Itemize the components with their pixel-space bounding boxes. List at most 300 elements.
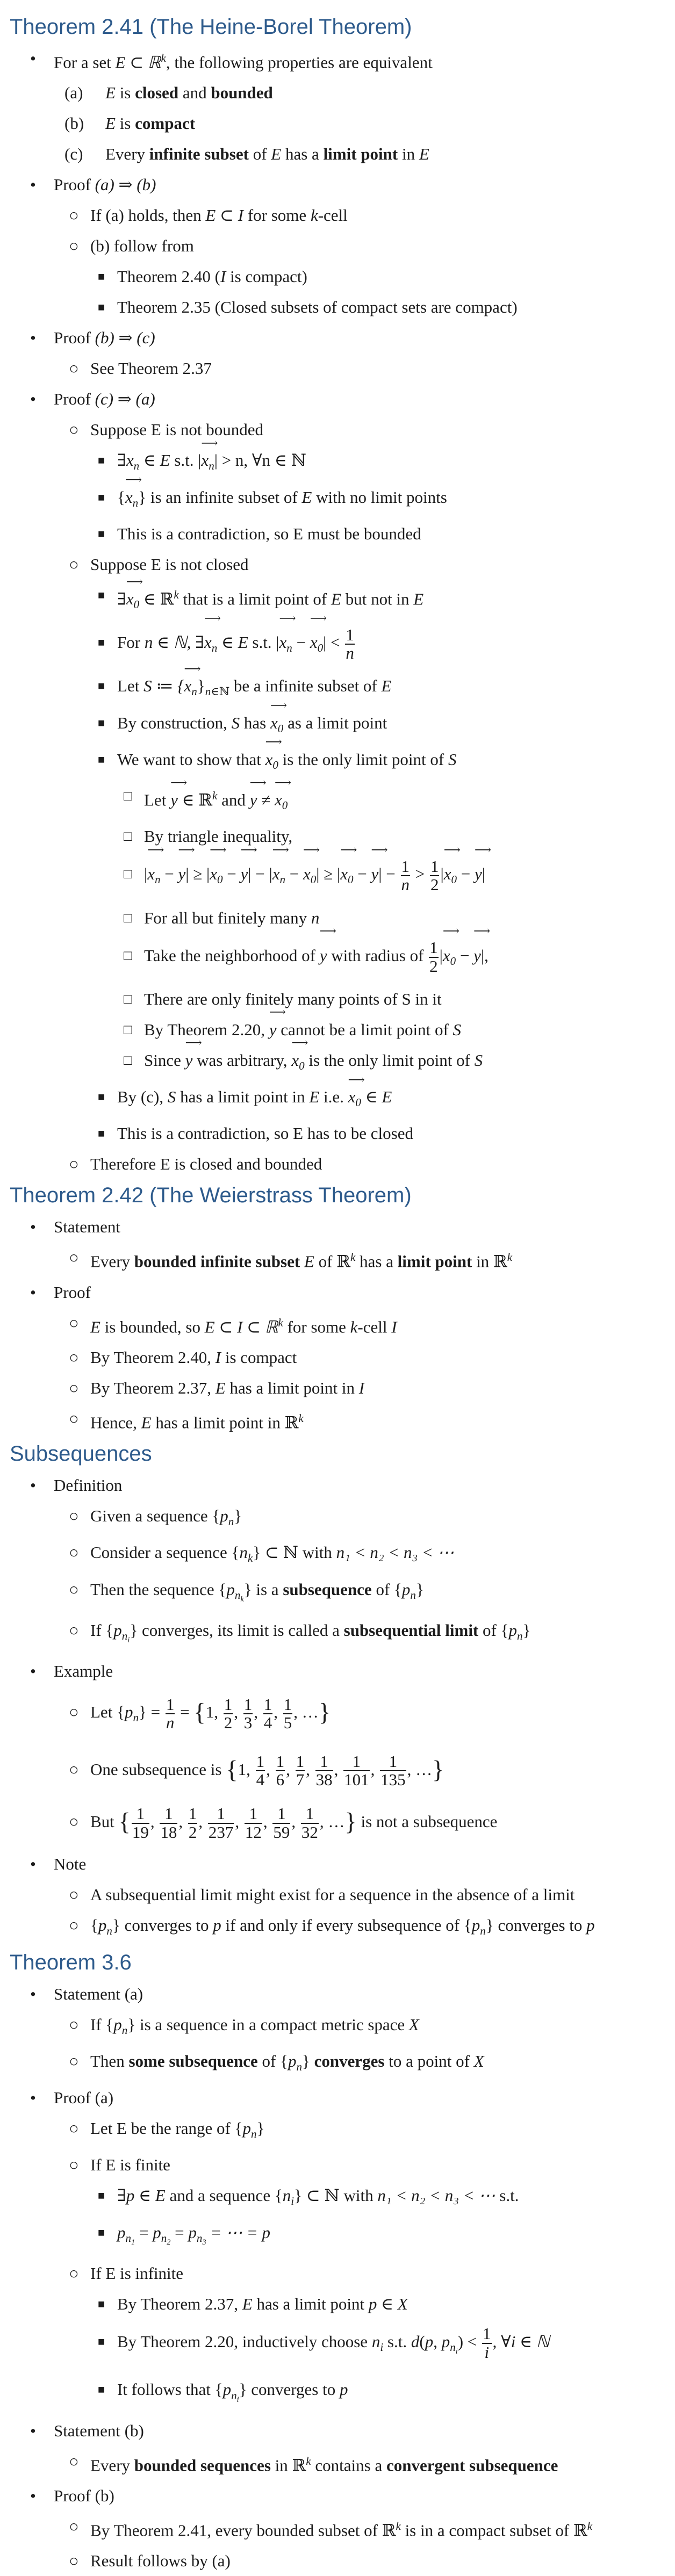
math-text: of <box>371 1579 394 1599</box>
math-text: Then <box>90 2052 129 2071</box>
list-item-text: Let E be the range of $\{p_n\}$ <box>90 2119 265 2141</box>
list-item <box>54 139 657 169</box>
list-item <box>54 1403 657 1438</box>
math-text: ni <box>121 1629 130 1645</box>
math-text: 0 <box>450 954 456 968</box>
list-item <box>90 670 657 707</box>
bullet-icon: ○ <box>69 1915 79 1935</box>
math-text: n2 <box>161 2231 171 2247</box>
list-item <box>10 2480 657 2576</box>
math-text: bounded <box>211 83 273 103</box>
math-text: k <box>161 52 166 64</box>
list-item-text <box>144 1014 657 1045</box>
list-item-text: ∃p ∈ E and a sequence $\{n_i\}$ ⊂ ℕ with n₁ < n₂ < n₃ < ⋯ s.t. <box>117 2186 519 2208</box>
bullet-icon: ■ <box>98 2297 105 2311</box>
list-item <box>54 1879 657 1910</box>
math-text: 1 <box>301 1805 319 1824</box>
list-item <box>90 445 657 481</box>
math-text: is bounded, so <box>100 1317 205 1336</box>
math-text: k <box>240 1594 244 1604</box>
math-text: k <box>212 789 218 802</box>
math-text: is compact) <box>226 267 307 286</box>
math-text: ni <box>450 2341 458 2356</box>
math-text: 0 <box>310 873 317 886</box>
math-text: 0 <box>277 721 284 735</box>
math-text: X <box>408 2015 419 2034</box>
list-item <box>54 2258 657 2415</box>
list-item-text: Statement (a) <box>54 1984 143 2003</box>
math-text: s.t. <box>383 2332 411 2351</box>
list-item-text <box>54 43 657 77</box>
math-text: $x_n$ ⟶ <box>125 482 138 518</box>
math-text: Proof <box>54 328 95 348</box>
math-text: y ⟶ <box>170 784 178 815</box>
fraction <box>276 1753 285 1789</box>
math-text: be a infinite subset of <box>229 676 382 696</box>
math-text: i <box>127 1636 130 1645</box>
list-item-text <box>54 384 657 414</box>
list-item <box>54 2446 657 2480</box>
math-text <box>212 789 217 802</box>
list-item-text: $|x_n$ ⟶ − y ⟶| ≥ $|x_0$ ⟶ − y ⟶| − $|x_n$ ⟶ − $x_0$ ⟶| ≥ $|x_0$ ⟶ − y ⟶| − $\frac{1}{n}$ > $\frac{1}{2}$ $|x_0$ ⟶ − y ⟶| <box>144 852 657 902</box>
list-item <box>54 2009 657 2046</box>
fraction <box>166 1696 175 1732</box>
math-text: $x_n$ ⟶ <box>279 620 292 670</box>
math-text: 1 <box>380 1753 406 1772</box>
math-text: limit point <box>323 145 398 164</box>
math-text: is the only limit point of <box>278 749 448 769</box>
fraction <box>283 1696 293 1732</box>
math-text: n <box>480 1924 486 1937</box>
bullet-icon: ○ <box>69 2119 79 2138</box>
list-item <box>90 2289 657 2319</box>
list-item-text <box>90 1308 657 1342</box>
list-item-text: Given a sequence $\{p_n\}$ <box>90 1506 242 1528</box>
math-text: closed <box>135 83 179 103</box>
math-text: Every <box>90 1252 134 1271</box>
list-item <box>117 1045 657 1081</box>
bullet-icon: ■ <box>98 636 105 650</box>
math-text: 101 <box>344 1770 369 1790</box>
math-text: Then the sequence <box>90 1579 219 1599</box>
bullet-icon: ○ <box>69 1378 79 1397</box>
list-item <box>90 292 657 322</box>
math-text: 3 <box>202 2238 206 2247</box>
weierstrass-title: Theorem 2.42 (The Weierstrass Theorem) <box>10 1184 412 1208</box>
math-text: has a limit point in <box>151 1413 285 1432</box>
bullet-icon: • <box>30 1476 36 1495</box>
math-text: 1 <box>272 1805 290 1824</box>
math-text: is the only limit point of <box>304 1050 475 1070</box>
bullet-icon: ○ <box>69 236 79 256</box>
list-item-text: Result follows by (a) <box>90 2551 231 2571</box>
math-text: By Theorem 2.20, inductively choose <box>117 2332 372 2351</box>
bullet-icon: • <box>30 389 36 409</box>
list-item <box>10 384 657 1179</box>
math-text: ℝ <box>336 1252 350 1271</box>
bullet-icon: ○ <box>69 359 79 378</box>
math-text <box>161 52 166 64</box>
bullet-icon: ○ <box>69 2451 79 2471</box>
math-text: i <box>380 2341 384 2354</box>
math-text: 1 <box>263 1694 272 1714</box>
math-text: converges to <box>120 1915 213 1935</box>
math-text: k <box>350 1317 358 1336</box>
math-text: n₁ < n₂ < n₃ < ⋯ <box>336 1543 454 1562</box>
math-text: is compact <box>221 1347 297 1367</box>
bullet-icon: ■ <box>98 2383 105 2397</box>
weierstrass-list <box>10 1211 657 1438</box>
list-item <box>117 933 657 984</box>
bullet-icon: ■ <box>98 2335 105 2349</box>
math-text: 0 <box>133 598 140 611</box>
bullet-icon: ■ <box>98 679 105 693</box>
bullet-icon: • <box>30 1984 36 2003</box>
math-text: 1 <box>483 2324 491 2343</box>
bullet-icon: □ <box>124 788 132 804</box>
list-item <box>54 1537 657 1574</box>
math-text: $x_n$ ⟶ <box>201 445 214 481</box>
bullet-icon: • <box>30 2421 36 2440</box>
math-text: n1 <box>125 2231 135 2247</box>
math-text: S <box>474 1050 483 1070</box>
list-item <box>54 77 657 108</box>
list-item <box>54 414 657 549</box>
theorem-3-6-list <box>10 1979 657 2576</box>
bullet-icon: ○ <box>69 1248 79 1267</box>
math-text: 0 <box>317 641 324 655</box>
math-text: p <box>586 1915 595 1935</box>
math-text: = ⋯ = p <box>210 2223 270 2242</box>
math-text: k <box>306 2454 311 2467</box>
math-text: $x_0$ ⟶ <box>444 852 457 902</box>
math-text: It follows that <box>117 2380 215 2399</box>
math-text: y ⟶ <box>241 852 248 896</box>
math-text: One subsequence is <box>90 1759 226 1779</box>
list-item-text: Proof (b) <box>54 2486 114 2506</box>
math-text: $p_n$ <box>242 2119 257 2141</box>
math-text: has <box>240 713 270 732</box>
math-text: y ⟶ <box>473 933 481 978</box>
heine-borel-title: Theorem 2.41 (The Heine-Borel Theorem) <box>10 15 412 39</box>
math-text: k <box>350 1251 356 1264</box>
math-text: E <box>90 1317 100 1336</box>
math-text: But <box>90 1812 119 1831</box>
list-item-text: (b) follow from <box>90 236 194 256</box>
math-text: n <box>166 1713 175 1733</box>
bullet-icon: ○ <box>69 1543 79 1562</box>
math-text: n <box>211 641 218 655</box>
nested-list <box>54 2511 657 2576</box>
list-item-text: $p_{n_1} = p_{n_2} = p_{n_3}$ = ⋯ = p <box>117 2223 270 2247</box>
bullet-icon: (c) <box>64 145 83 164</box>
math-text: I <box>220 267 226 286</box>
math-text: bounded sequences <box>134 2456 271 2475</box>
math-text: $x_0$ ⟶ <box>340 852 353 902</box>
math-text: n <box>286 641 292 655</box>
math-text: 6 <box>276 1770 285 1790</box>
math-text <box>278 1316 283 1329</box>
math-text: d <box>411 2332 420 2351</box>
math-text: 1 <box>429 938 438 957</box>
list-item-text <box>90 1342 657 1373</box>
math-text: converges, its limit is called a <box>138 1620 344 1640</box>
math-text: in <box>472 1252 493 1271</box>
math-text: y ⟶ <box>185 1045 193 1076</box>
math-text: $x_0$ ⟶ <box>210 852 222 902</box>
bullet-icon: ○ <box>69 1885 79 1904</box>
math-text: $n_i$ <box>282 2186 295 2208</box>
list-item-text <box>117 708 657 744</box>
math-text: ∈ ℝ <box>182 790 213 810</box>
math-text: $p_n$ <box>124 1702 139 1724</box>
math-text: { <box>226 1756 238 1784</box>
math-text: Theorem 2.40 ( <box>117 267 220 286</box>
math-text: Let <box>117 676 144 696</box>
math-text: 19 <box>132 1823 149 1842</box>
math-text: $p_n$ <box>508 1620 523 1643</box>
bullet-icon: ○ <box>69 2517 79 2536</box>
math-text: infinite subset <box>149 145 249 164</box>
math-text: has a limit point in <box>176 1087 310 1107</box>
math-text: 4 <box>256 1770 265 1790</box>
math-text: Proof <box>54 175 95 194</box>
list-item <box>90 620 657 670</box>
list-item-text: For n ∈ ℕ, $\exists x_n$ ⟶ ∈ E s.t. $|x_n$ ⟶ − $x_0$ ⟶| < $\frac{1}{n}$ <box>117 620 657 670</box>
math-text: some subsequence <box>128 2052 258 2071</box>
math-text <box>298 1412 303 1425</box>
list-item <box>10 2415 657 2480</box>
math-text: S <box>453 1020 462 1039</box>
fraction <box>315 1753 333 1789</box>
math-text: n ∈ ℕ, ∃ <box>144 633 204 652</box>
list-item-text: $\exists x_n$ ∈ E s.t. $|x_n$ ⟶| > n, ∀n ∈ ℕ <box>117 445 657 481</box>
list-item-text <box>105 108 657 139</box>
math-text: $x_0$ ⟶ <box>443 933 456 984</box>
math-text: I <box>215 1347 221 1367</box>
math-text: of <box>257 2052 281 2071</box>
list-item-text: Theorem 2.35 (Closed subsets of compact sets are compact) <box>117 298 518 317</box>
list-item-text: Take the neighborhood of y ⟶ with radius of $\frac{1}{2}$ $|x_0$ ⟶ − y ⟶|, <box>144 933 657 984</box>
list-item-text: By triangle inequality, <box>144 827 293 846</box>
math-text: p <box>339 2380 348 2399</box>
math-text <box>401 876 411 894</box>
math-text: is in a compact subset of <box>400 2521 573 2540</box>
math-text: $p_n$ <box>113 2015 128 2037</box>
list-item <box>10 2082 657 2415</box>
math-text: 2 <box>430 875 439 894</box>
math-text: k <box>507 1251 513 1264</box>
math-text: is a sequence in a compact metric space <box>135 2015 409 2034</box>
math-text: E <box>419 145 429 164</box>
math-text: E <box>105 114 116 133</box>
math-text: I <box>391 1317 397 1336</box>
bullet-icon: ■ <box>98 453 105 467</box>
bullet-icon: • <box>30 1282 36 1302</box>
list-item <box>54 1615 657 1656</box>
math-text: , ∀i ∈ ℕ <box>492 2332 550 2351</box>
math-text: k <box>298 1411 304 1425</box>
list-item <box>10 169 657 322</box>
math-text: n <box>133 1711 139 1724</box>
bullet-icon: ○ <box>69 1812 79 1831</box>
math-text: $x_0$ ⟶ <box>291 1045 304 1081</box>
list-item-text <box>117 2289 657 2319</box>
bullet-icon: □ <box>124 828 132 845</box>
list-item-text <box>105 139 657 169</box>
math-text: y ⟶ <box>320 933 327 978</box>
math-text: Every <box>90 2456 134 2475</box>
math-text: $p_n$ <box>288 2052 302 2074</box>
list-item-text: But { $\frac{1}{19}$ , $\frac{1}{18}$ , $\frac{1}{2}$ , $\frac{1}{237}$ , $\frac{1}{12}$ , $\frac{1}{59}$ , $\frac{1}{32}$ , …} is not a subsequence <box>90 1804 498 1842</box>
math-text: If <box>90 2015 106 2034</box>
math-text: 1 <box>296 1751 305 1771</box>
list-item <box>54 1796 657 1849</box>
list-item-text: Let S ≔ {$x_n$ $⟶\}_{n\in ℕ}$ be a infinite subset of E <box>117 670 657 707</box>
math-text: n <box>228 1515 234 1528</box>
math-text: Take the neighborhood of <box>144 946 320 965</box>
nested-list <box>90 2180 657 2258</box>
math-text <box>174 588 178 601</box>
bullet-icon: □ <box>124 947 132 963</box>
math-text: s.t. <box>170 451 198 470</box>
nested-list <box>90 2289 657 2415</box>
math-text: $x_0$ ⟶ <box>310 620 323 670</box>
bullet-icon: ○ <box>69 2264 79 2283</box>
bullet-icon: ○ <box>69 2015 79 2034</box>
nested-list <box>54 1242 657 1276</box>
math-text: n <box>410 1588 416 1601</box>
fraction <box>132 1805 149 1841</box>
list-item <box>54 1342 657 1373</box>
list-item <box>90 2180 657 2217</box>
math-text: 1 <box>224 1694 233 1714</box>
list-item <box>54 230 657 322</box>
math-text: k <box>247 1552 253 1565</box>
fraction <box>224 1696 233 1732</box>
math-text: (c) ⇒ (a) <box>95 389 155 409</box>
bullet-icon: ○ <box>69 1702 79 1722</box>
list-item-text <box>54 169 657 200</box>
math-text: E <box>242 2294 253 2314</box>
list-item <box>54 2113 657 2149</box>
fraction <box>343 1753 370 1789</box>
list-item-text: $\exists x_0$ ⟶ ∈ ℝ$^k$ that is a limit point of E but not in E <box>117 580 657 620</box>
math-text: 32 <box>301 1823 318 1842</box>
math-text: n <box>209 459 214 473</box>
fraction <box>296 1753 305 1789</box>
math-text: 1 <box>160 1805 177 1824</box>
list-item <box>54 1744 657 1796</box>
bullet-icon: ○ <box>69 1759 79 1779</box>
math-text: 1 <box>132 1805 149 1824</box>
math-text: 7 <box>296 1770 305 1790</box>
math-text: For <box>117 633 145 652</box>
math-text: to a point of <box>384 2052 474 2071</box>
bullet-icon: ■ <box>98 752 105 766</box>
nested-list <box>54 2113 657 2415</box>
math-text: of <box>248 145 271 164</box>
math-text: } <box>344 1808 357 1836</box>
list-item <box>90 1081 657 1118</box>
math-text: $x_0$ ⟶ <box>275 784 288 821</box>
list-item <box>117 781 657 821</box>
fraction <box>256 1753 265 1789</box>
bullet-icon: • <box>30 49 36 68</box>
math-text: 12 <box>245 1823 262 1842</box>
math-text: 1 <box>315 1753 333 1772</box>
math-text: in <box>398 145 419 164</box>
list-item <box>10 1849 657 1946</box>
math-text: $p_{n_k}$ <box>226 1579 244 1604</box>
math-text: 1 <box>256 1751 265 1771</box>
list-item-text: Suppose E is not closed <box>90 554 249 574</box>
fraction <box>401 858 411 894</box>
math-text: n <box>106 1924 112 1937</box>
nested-list <box>54 2009 657 2082</box>
math-text <box>482 2344 492 2362</box>
math-text: 2 <box>167 2238 171 2247</box>
bullet-icon: ○ <box>69 1579 79 1599</box>
list-item <box>54 1686 657 1743</box>
list-item-text: Suppose E is not bounded <box>90 420 264 439</box>
math-text <box>350 1251 355 1264</box>
bullet-icon: ■ <box>98 588 105 602</box>
bullet-icon: ○ <box>69 2155 79 2175</box>
math-text <box>345 645 355 662</box>
list-item <box>54 2046 657 2082</box>
nested-list <box>117 781 657 1081</box>
list-item-text <box>90 1373 657 1403</box>
math-text: limit point <box>397 1252 472 1271</box>
list-item <box>117 852 657 902</box>
math-text: and <box>217 790 250 810</box>
list-item <box>90 1118 657 1149</box>
math-text: -cell <box>318 206 348 225</box>
math-text: 38 <box>315 1770 333 1790</box>
math-text: 1 <box>276 1751 285 1771</box>
math-text: 1 <box>131 2238 135 2247</box>
math-text: i <box>236 2395 239 2404</box>
math-text: ∃x <box>117 451 134 470</box>
math-text: ≠ <box>257 790 275 810</box>
math-text: Hence, <box>90 1413 141 1432</box>
math-text: -cell <box>357 1317 392 1336</box>
math-text: 1 <box>166 1694 175 1714</box>
list-item <box>117 903 657 933</box>
list-item-text: Proof <box>54 1282 91 1302</box>
list-item <box>10 1277 657 1438</box>
math-text <box>507 1251 512 1264</box>
math-text: 135 <box>380 1770 406 1790</box>
bullet-icon: ■ <box>98 2225 105 2239</box>
list-item <box>10 1979 657 2082</box>
math-text: for some <box>283 1317 350 1336</box>
list-item-text: One subsequence is {1, $\frac{1}{4}$ , $\frac{1}{6}$ , $\frac{1}{7}$ , $\frac{1}{38}$ , $\frac{1}{101}$ , $\frac{1}{135}$ , …} <box>90 1751 444 1790</box>
math-text: Let <box>144 790 171 810</box>
math-text: s.t. <box>495 2186 519 2205</box>
math-text: , the following properties are equivalent <box>166 53 433 72</box>
math-text: converges <box>314 2052 385 2071</box>
math-text: 59 <box>273 1823 290 1842</box>
math-text: $p_{n_1}$ <box>117 2223 135 2247</box>
math-text: S <box>167 1087 176 1107</box>
math-text: n <box>346 644 354 663</box>
math-text: 0 <box>282 799 288 812</box>
nested-list <box>54 2446 657 2480</box>
list-item <box>54 2511 657 2545</box>
fraction <box>188 1805 198 1841</box>
